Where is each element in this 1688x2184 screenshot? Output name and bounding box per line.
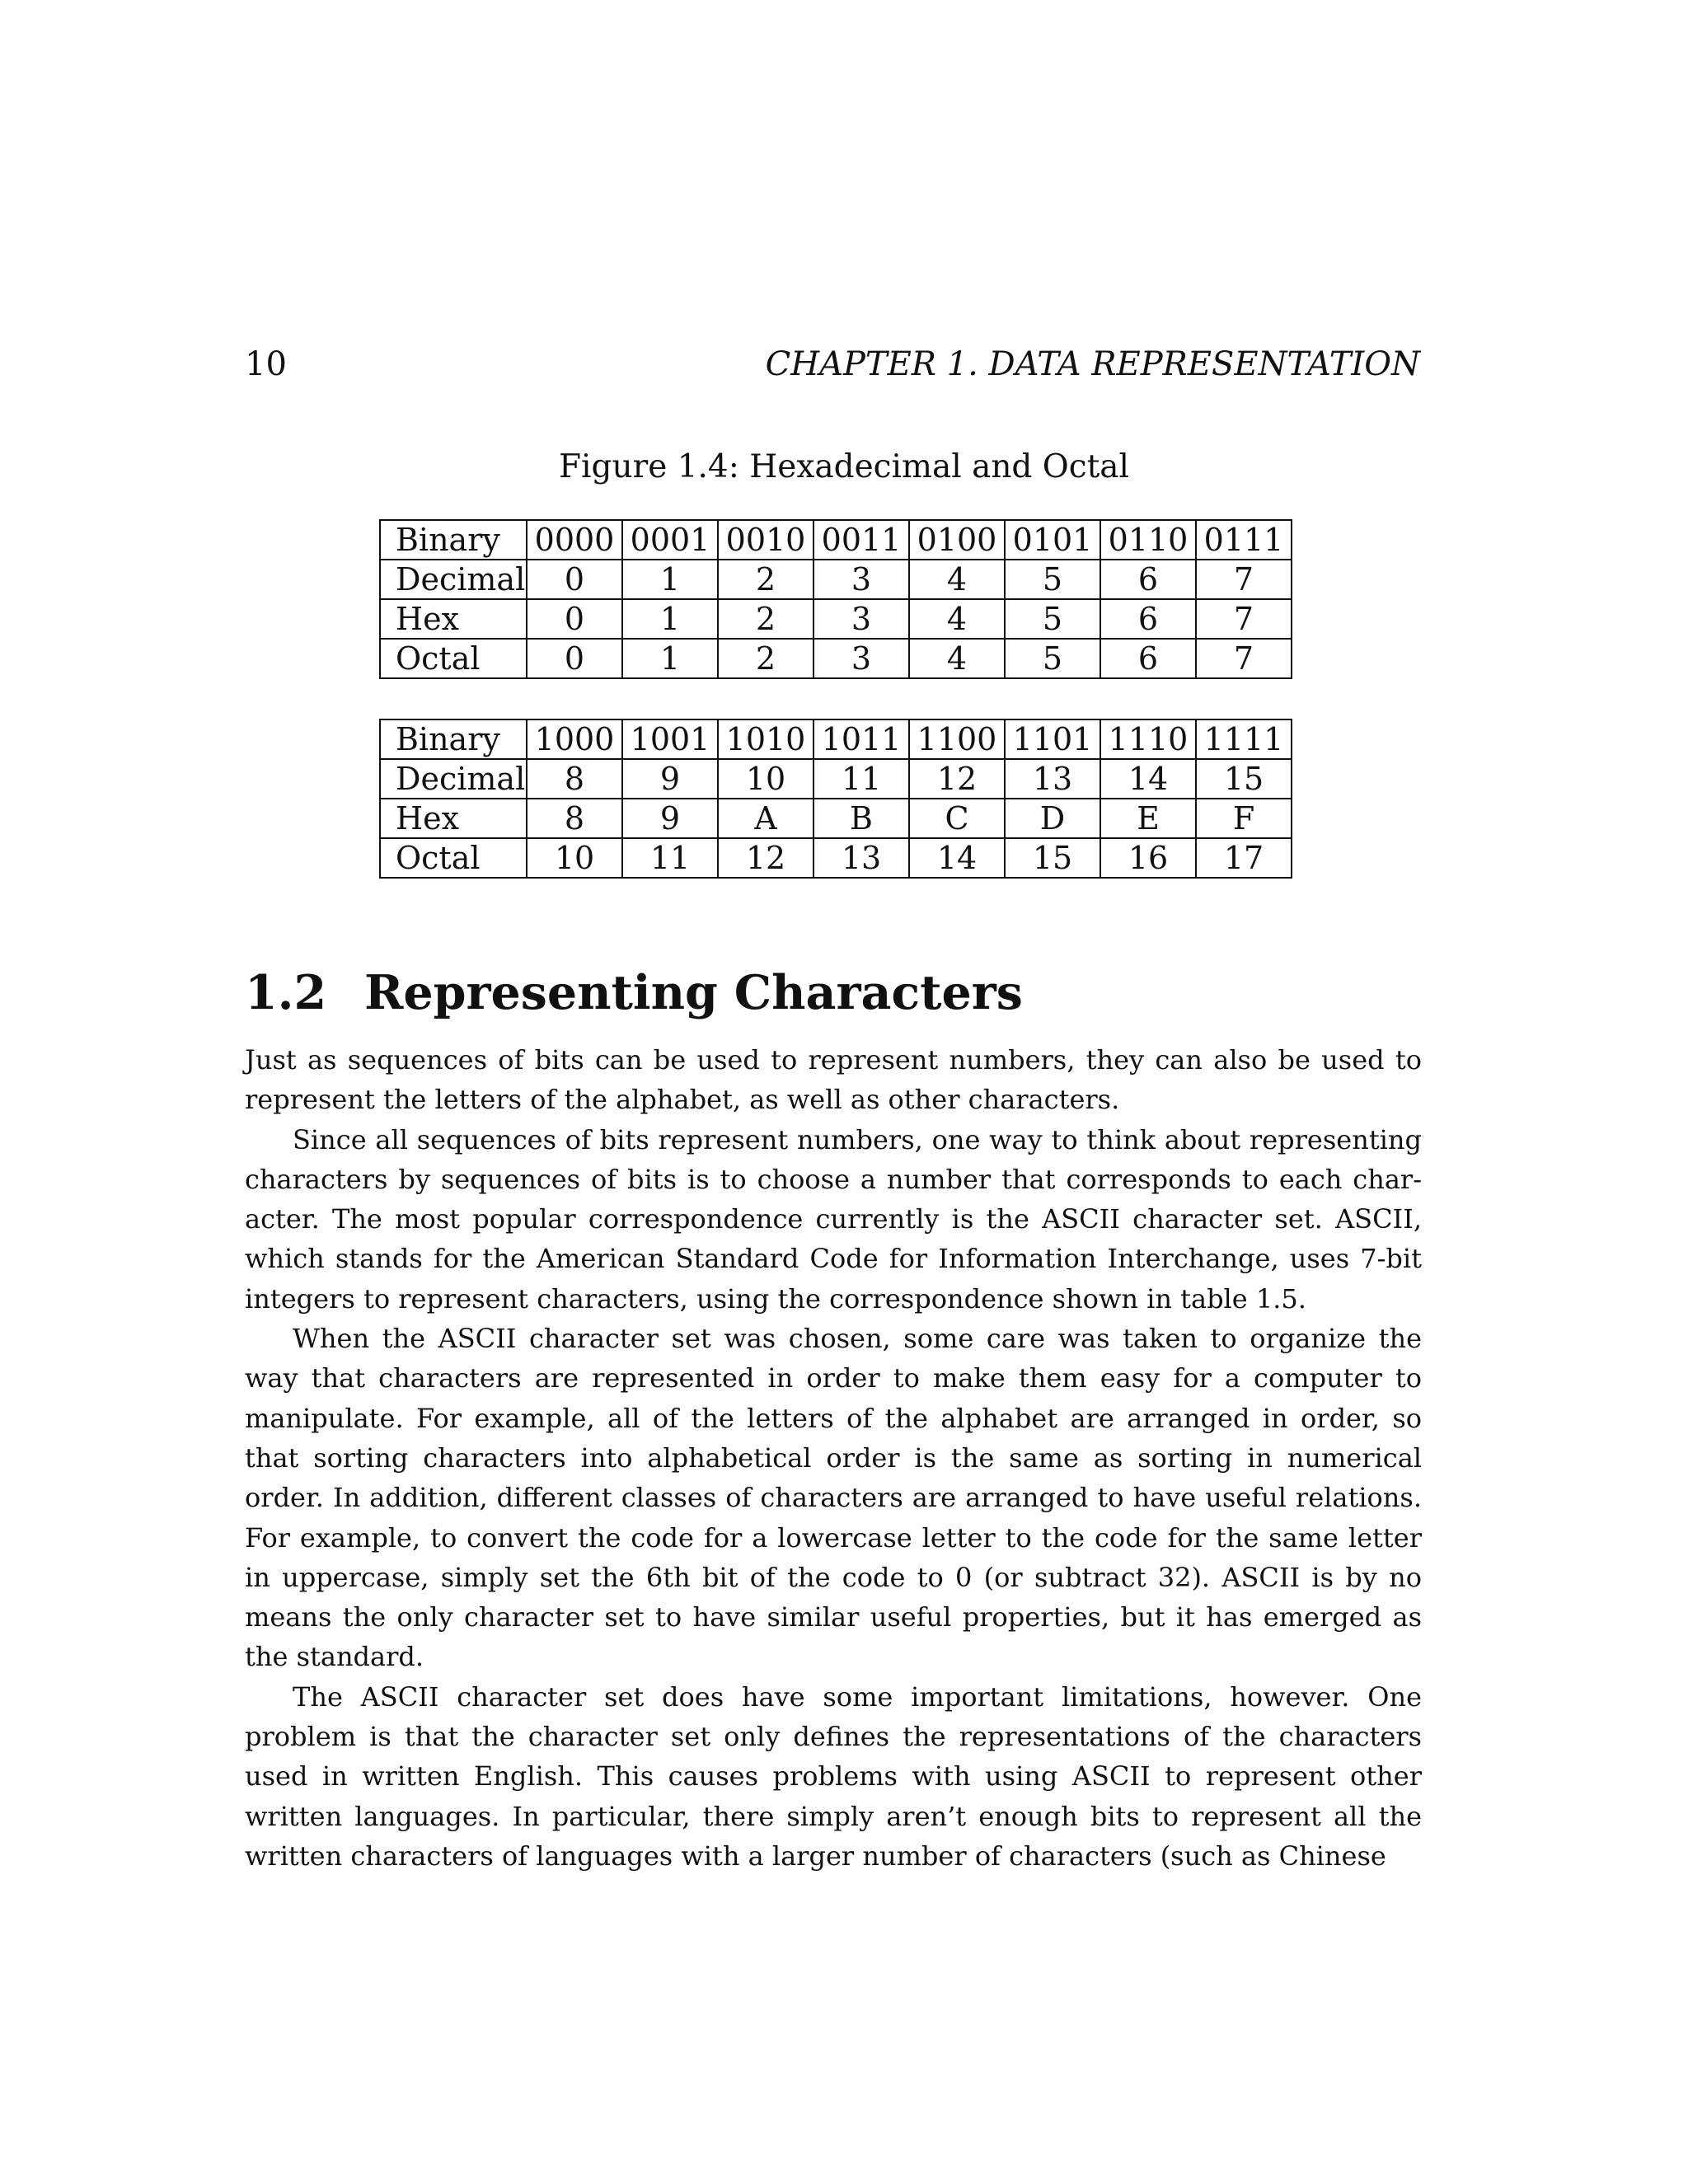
table-cell: 12 (909, 759, 1005, 799)
table-cell: 1101 (1005, 719, 1100, 759)
table-cell: 1100 (909, 719, 1005, 759)
row-label: Octal (380, 639, 527, 678)
paragraph: Just as sequences of bits can be used to represent numbers, they can also be used to represent the letters of the alphabet, as well as other characters. (245, 1044, 1422, 1116)
table-cell: 4 (909, 599, 1005, 639)
table-cell: 6 (1100, 599, 1196, 639)
table-cell: 7 (1196, 639, 1292, 678)
table-cell: 0 (527, 560, 622, 599)
table-row (380, 799, 1292, 838)
table-cell: 3 (814, 599, 909, 639)
table-cell: 1011 (814, 719, 909, 759)
table-cell: 2 (718, 639, 814, 678)
table-cell: C (909, 799, 1005, 838)
table-cell: 0111 (1196, 520, 1292, 560)
table-row (380, 560, 1292, 599)
row-label: Decimal (380, 759, 527, 799)
table-cell: 10 (527, 838, 622, 878)
section-title: Representing Characters (364, 965, 1023, 1020)
paragraph: Since all sequences of bits represent numbers, one way to think about representing characters by sequences of bits is to choose a number that corresponds to each character. The most popular correspondence currently is the ASCII character set. ASCII, which stands for the American Standard Code for Information Interchange, uses 7-bit integers to represent characters, using the correspondence shown in table 1.5. (245, 1123, 1422, 1315)
table-cell: 8 (527, 759, 622, 799)
table-cell: 0000 (527, 520, 622, 560)
table-cell: 5 (1005, 599, 1100, 639)
table-cell: 11 (814, 759, 909, 799)
table-cell: F (1196, 799, 1292, 838)
table-cell: 14 (909, 838, 1005, 878)
table-cell: 7 (1196, 599, 1292, 639)
row-label: Octal (380, 838, 527, 878)
table-cell: 5 (1005, 560, 1100, 599)
conversion-table-8-15 (379, 719, 1292, 879)
table-cell: 1111 (1196, 719, 1292, 759)
table-row (380, 520, 1292, 560)
table-cell: 6 (1100, 639, 1196, 678)
row-label: Binary (380, 719, 527, 759)
table-cell: 13 (814, 838, 909, 878)
table-cell: 0 (527, 599, 622, 639)
table-cell: 17 (1196, 838, 1292, 878)
table-cell: 15 (1005, 838, 1100, 878)
table-cell: 13 (1005, 759, 1100, 799)
conversion-table-0-7 (379, 519, 1292, 679)
table-cell: 0010 (718, 520, 814, 560)
table-cell: 1001 (622, 719, 718, 759)
table-row (380, 599, 1292, 639)
table-cell: 3 (814, 560, 909, 599)
table-cell: 16 (1100, 838, 1196, 878)
table-cell: 15 (1196, 759, 1292, 799)
row-label: Hex (380, 599, 527, 639)
table-cell: 12 (718, 838, 814, 878)
table-cell: 0011 (814, 520, 909, 560)
table-cell: 2 (718, 560, 814, 599)
table-cell: B (814, 799, 909, 838)
table-cell: 14 (1100, 759, 1196, 799)
table-row (380, 759, 1292, 799)
table-cell: E (1100, 799, 1196, 838)
table-cell: 0100 (909, 520, 1005, 560)
running-header: CHAPTER 1. DATA REPRESENTATION (765, 345, 1420, 383)
table-cell: 7 (1196, 560, 1292, 599)
table-cell: 5 (1005, 639, 1100, 678)
table-cell: 0 (527, 639, 622, 678)
row-label: Binary (380, 520, 527, 560)
figure-caption: Figure 1.4: Hexadecimal and Octal (558, 448, 1130, 485)
table-row (380, 719, 1292, 759)
table-cell: 4 (909, 560, 1005, 599)
table-cell: 1 (622, 560, 718, 599)
body-text (245, 1040, 1422, 1876)
paragraph: The ASCII character set does have some important limitations, however. One problem is that the character set only defines the representations of the characters used in written English. This causes problems with using ASCII to represent other written languages. In particular, there simply aren’t enough bits to represent all the written characters of languages with a larger number of characters (such as Chinese (245, 1680, 1422, 1872)
section-number: 1.2 (245, 965, 327, 1020)
paragraph: When the ASCII character set was chosen, some care was taken to organize the way that characters are represented in order to make them easy for a computer to manipulate. For example, all of the letters of the alphabet are arranged in order, so that sorting characters into alphabetical order is the same as sorting in numerical order. In addition, different classes of characters are arranged to have useful relations. For example, to convert the code for a lowercase letter to the code for the same letter in uppercase, simply set the 6th bit of the code to 0 (or subtract 32). ASCII is by no means the only character set to have similar useful properties, but it has emerged as the standard. (245, 1323, 1422, 1673)
table-cell: 0110 (1100, 520, 1196, 560)
table-cell: 1 (622, 599, 718, 639)
table-cell: 9 (622, 759, 718, 799)
table-row (380, 838, 1292, 878)
section-heading (245, 960, 1023, 1026)
table-cell: 1 (622, 639, 718, 678)
table-cell: 3 (814, 639, 909, 678)
table-cell: 11 (622, 838, 718, 878)
page-number: 10 (245, 345, 287, 383)
table-cell: 0101 (1005, 520, 1100, 560)
table-cell: 8 (527, 799, 622, 838)
row-label: Hex (380, 799, 527, 838)
table-cell: 4 (909, 639, 1005, 678)
row-label: Decimal (380, 560, 527, 599)
table-row (380, 639, 1292, 678)
table-cell: 10 (718, 759, 814, 799)
table-cell: 1010 (718, 719, 814, 759)
table-cell: A (718, 799, 814, 838)
table-cell: 2 (718, 599, 814, 639)
table-cell: 0001 (622, 520, 718, 560)
table-cell: D (1005, 799, 1100, 838)
table-cell: 6 (1100, 560, 1196, 599)
table-cell: 1000 (527, 719, 622, 759)
table-cell: 9 (622, 799, 718, 838)
table-cell: 1110 (1100, 719, 1196, 759)
